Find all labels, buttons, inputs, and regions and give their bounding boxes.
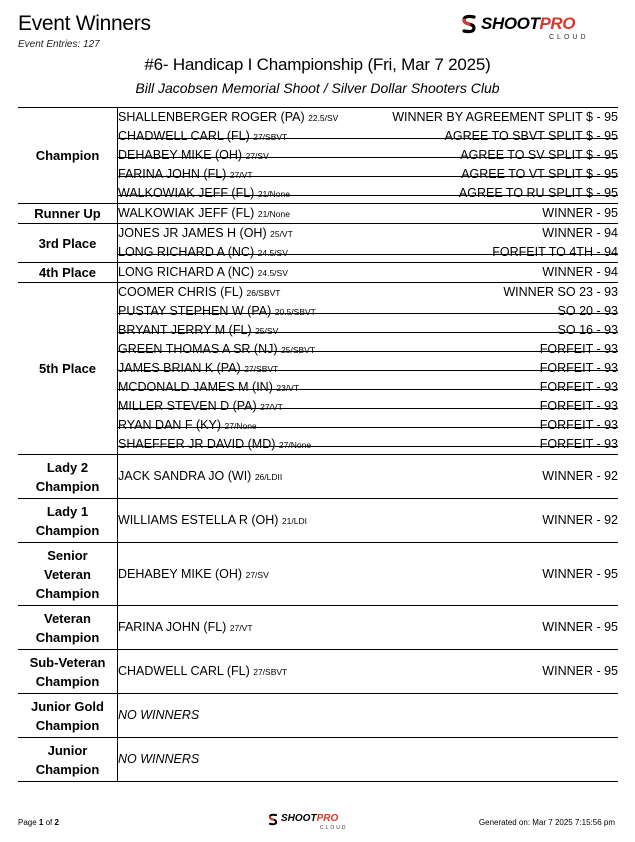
place-label: 5th Place [18, 283, 118, 455]
page-indicator [18, 818, 59, 827]
entries-cell [118, 499, 619, 543]
entry-row [118, 662, 618, 681]
entries-cell [118, 263, 619, 283]
result-text: FORFEIT - 93 [539, 342, 618, 356]
entry-row [118, 263, 618, 282]
entries-cell [118, 738, 619, 782]
entry-row [118, 397, 618, 416]
shooter-name-group [118, 435, 311, 455]
entry-row [118, 165, 618, 184]
result-section [18, 224, 618, 263]
result-text: SO 16 - 93 [557, 323, 618, 337]
footer-logo-wordmark [281, 813, 338, 824]
result-section [18, 499, 618, 543]
footer-logo-icon [268, 813, 278, 826]
shooter-name-group [118, 662, 287, 682]
shooter-name: JONES JR JAMES H (OH) [118, 226, 267, 240]
shooter-name-group [118, 397, 283, 417]
shooter-name-group [118, 706, 199, 725]
place-label: Junior Gold Champion [18, 694, 118, 738]
generated-timestamp: Generated on: Mar 7 2025 7:15:56 pm [478, 818, 615, 827]
result-text: WINNER - 95 [542, 620, 618, 634]
shooter-yardage-class: 26/LDII [254, 472, 283, 482]
shooter-yardage-class: 27/SV [245, 151, 269, 161]
shooter-name-group [118, 467, 282, 487]
entries-cell [118, 204, 619, 224]
shooter-yardage-class: 25/SV [255, 326, 279, 336]
shooter-yardage-class: 27/None [278, 440, 312, 450]
entry-row [118, 302, 618, 321]
place-label: 4th Place [18, 263, 118, 283]
entry-row [118, 416, 618, 435]
result-text: FORFEIT TO 4TH - 94 [492, 245, 618, 259]
result-section [18, 108, 618, 204]
shooter-name: RYAN DAN F (KY) [118, 418, 222, 432]
shooter-name-group [118, 283, 281, 303]
shooter-yardage-class: 27/VT [260, 402, 283, 412]
result-text: AGREE TO RU SPLIT $ - 95 [458, 186, 618, 200]
logo-brand-a: SHOOT [481, 14, 540, 33]
result-section [18, 606, 618, 650]
shooter-yardage-class: 26/SBVT [246, 288, 281, 298]
result-text: FORFEIT - 93 [539, 437, 618, 451]
place-label: Senior Veteran Champion [18, 543, 118, 606]
footer-logo [268, 813, 378, 833]
shooter-name: SHAEFFER JR DAVID (MD) [118, 437, 276, 451]
shooter-name: FARINA JOHN (FL) [118, 620, 227, 634]
result-text: WINNER BY AGREEMENT SPLIT $ - 95 [392, 110, 618, 124]
shooter-yardage-class: 22.5/SV [308, 113, 339, 123]
shooter-name-group [118, 165, 253, 185]
shooter-yardage-class: 27/SV [245, 569, 269, 580]
result-section [18, 455, 618, 499]
entry-row [118, 359, 618, 378]
entries-cell [118, 694, 619, 738]
shooter-yardage-class: 21/LDI [281, 516, 307, 526]
entries-cell [118, 283, 619, 455]
result-text: FORFEIT - 93 [539, 418, 618, 432]
shooter-name-group [118, 263, 288, 283]
shooter-name: DEHABEY MIKE (OH) [118, 148, 243, 162]
shooter-name-group [118, 511, 307, 531]
entry-row [118, 184, 618, 203]
entry-row [118, 618, 618, 637]
shooter-name: WALKOWIAK JEFF (FL) [118, 206, 255, 220]
results-table [18, 107, 618, 782]
shootpro-logo-icon [461, 14, 477, 34]
place-label: Sub-Veteran Champion [18, 650, 118, 694]
shooter-name-group [118, 224, 293, 244]
shooter-yardage-class: 23/VT [276, 383, 300, 393]
place-label: Lady 2 Champion [18, 455, 118, 499]
shootpro-logo [461, 14, 611, 40]
entry-row [118, 467, 618, 486]
shooter-yardage-class: 24.5/SV [257, 268, 288, 278]
entries-cell [118, 543, 619, 606]
result-section [18, 263, 618, 283]
entry-row [118, 340, 618, 359]
result-text: WINNER - 94 [542, 226, 618, 240]
place-label: Veteran Champion [18, 606, 118, 650]
place-label: Junior Champion [18, 738, 118, 782]
entry-row [118, 146, 618, 165]
shooter-name: GREEN THOMAS A SR (NJ) [118, 342, 278, 356]
entry-row [118, 511, 618, 530]
result-text: WINNER - 92 [542, 469, 618, 483]
shooter-name-group [118, 243, 288, 263]
entry-row [118, 750, 618, 769]
shooter-yardage-class: 27/SBVT [244, 364, 279, 374]
shooter-name-group [118, 146, 269, 166]
event-entries-count: Event Entries: 127 [18, 39, 100, 50]
entry-row [118, 108, 618, 127]
page-total: 2 [54, 818, 59, 827]
shooter-yardage-class: 27/VT [229, 170, 253, 180]
shooter-yardage-class: 27/SBVT [253, 132, 288, 142]
shooter-name: CHADWELL CARL (FL) [118, 129, 250, 143]
result-section [18, 543, 618, 606]
shooter-name-group [118, 184, 290, 204]
entries-cell [118, 455, 619, 499]
event-subtitle: Bill Jacobsen Memorial Shoot / Silver Dollar Shooters Club [135, 80, 500, 96]
shooter-name-group [118, 340, 315, 360]
footer-logo-brand-b: PRO [316, 813, 339, 824]
result-text: AGREE TO SBVT SPLIT $ - 95 [444, 129, 618, 143]
shooter-yardage-class: 25/VT [270, 229, 293, 239]
shooter-name: FARINA JOHN (FL) [118, 167, 227, 181]
shooter-name: MCDONALD JAMES M (IN) [118, 380, 273, 394]
shooter-name-group [118, 204, 290, 224]
shooter-yardage-class: 27/SBVT [253, 667, 288, 677]
shooter-name: NO WINNERS [118, 752, 200, 766]
result-text: FORFEIT - 93 [539, 399, 618, 413]
shooter-name: JACK SANDRA JO (WI) [118, 469, 252, 483]
shooter-name: WALKOWIAK JEFF (FL) [118, 186, 255, 200]
page-title: Event Winners [18, 12, 151, 35]
shooter-name: WILLIAMS ESTELLA R (OH) [118, 513, 279, 527]
entries-cell [118, 606, 619, 650]
shooter-name-group [118, 108, 338, 128]
result-section [18, 738, 618, 782]
shooter-name: BRYANT JERRY M (FL) [118, 323, 252, 337]
result-text: WINNER - 92 [542, 513, 618, 527]
place-label: Runner Up [18, 204, 118, 224]
shooter-name-group [118, 750, 199, 769]
place-label: 3rd Place [18, 224, 118, 263]
shooter-name-group [118, 416, 257, 436]
logo-tagline: CLOUD [549, 34, 589, 41]
entry-row [118, 321, 618, 340]
event-title: #6- Handicap I Championship (Fri, Mar 7 2025) [144, 55, 491, 74]
shooter-name-group [118, 321, 278, 341]
entry-row [118, 565, 618, 584]
shooter-yardage-class: 24.5/SV [257, 248, 288, 258]
result-text: AGREE TO SV SPLIT $ - 95 [460, 148, 618, 162]
shooter-name-group [118, 618, 253, 638]
entry-row [118, 283, 618, 302]
footer-logo-tagline: CLOUD [320, 825, 348, 831]
logo-brand-b: PRO [539, 14, 576, 33]
shooter-name: PUSTAY STEPHEN W (PA) [118, 304, 272, 318]
result-text: SO 20 - 93 [557, 304, 618, 318]
entry-row [118, 224, 618, 243]
result-text: FORFEIT - 93 [539, 361, 618, 375]
result-section [18, 650, 618, 694]
shooter-name: LONG RICHARD A (NC) [118, 245, 255, 259]
place-label: Champion [18, 108, 118, 204]
shooter-name: JAMES BRIAN K (PA) [118, 361, 241, 375]
entry-row [118, 204, 618, 223]
shooter-name-group [118, 127, 287, 147]
shooter-yardage-class: 21/None [257, 189, 290, 199]
shooter-yardage-class: 21/None [257, 209, 290, 219]
entry-row [118, 706, 618, 725]
page-current: 1 [38, 818, 44, 827]
shooter-name: CHADWELL CARL (FL) [118, 664, 250, 678]
shooter-name: MILLER STEVEN D (PA) [118, 399, 257, 413]
result-text: WINNER - 94 [542, 265, 618, 279]
result-text: FORFEIT - 93 [539, 380, 618, 394]
result-section [18, 283, 618, 455]
logo-wordmark [481, 14, 575, 34]
entries-cell [118, 650, 619, 694]
shooter-yardage-class: 20.5/SBVT [274, 307, 316, 317]
result-section [18, 204, 618, 224]
entry-row [118, 435, 618, 454]
entry-row [118, 378, 618, 397]
shooter-name: NO WINNERS [118, 708, 200, 722]
page-of: of [45, 818, 53, 827]
shooter-name: DEHABEY MIKE (OH) [118, 566, 243, 581]
entries-cell [118, 108, 619, 204]
result-text: WINNER SO 23 - 93 [503, 285, 618, 299]
entry-row [118, 243, 618, 262]
page-prefix: Page [18, 818, 37, 827]
shooter-name: LONG RICHARD A (NC) [118, 265, 255, 279]
place-label: Lady 1 Champion [18, 499, 118, 543]
shooter-yardage-class: 27/VT [229, 623, 253, 633]
result-text: WINNER - 95 [542, 664, 618, 678]
shooter-name: SHALLENBERGER ROGER (PA) [118, 110, 305, 124]
shooter-name: COOMER CHRIS (FL) [118, 285, 243, 299]
result-section [18, 694, 618, 738]
entries-cell [118, 224, 619, 263]
shooter-name-group [118, 302, 316, 322]
shooter-name-group [118, 359, 278, 379]
shooter-name-group [118, 378, 299, 398]
shooter-yardage-class: 27/None [224, 421, 257, 431]
entry-row [118, 127, 618, 146]
footer-logo-brand-a: SHOOT [281, 813, 317, 824]
shooter-name-group [118, 565, 269, 585]
result-text: WINNER - 95 [542, 566, 618, 581]
result-text: WINNER - 95 [542, 206, 618, 220]
shooter-yardage-class: 25/SBVT [281, 345, 316, 355]
result-text: AGREE TO VT SPLIT $ - 95 [461, 167, 618, 181]
